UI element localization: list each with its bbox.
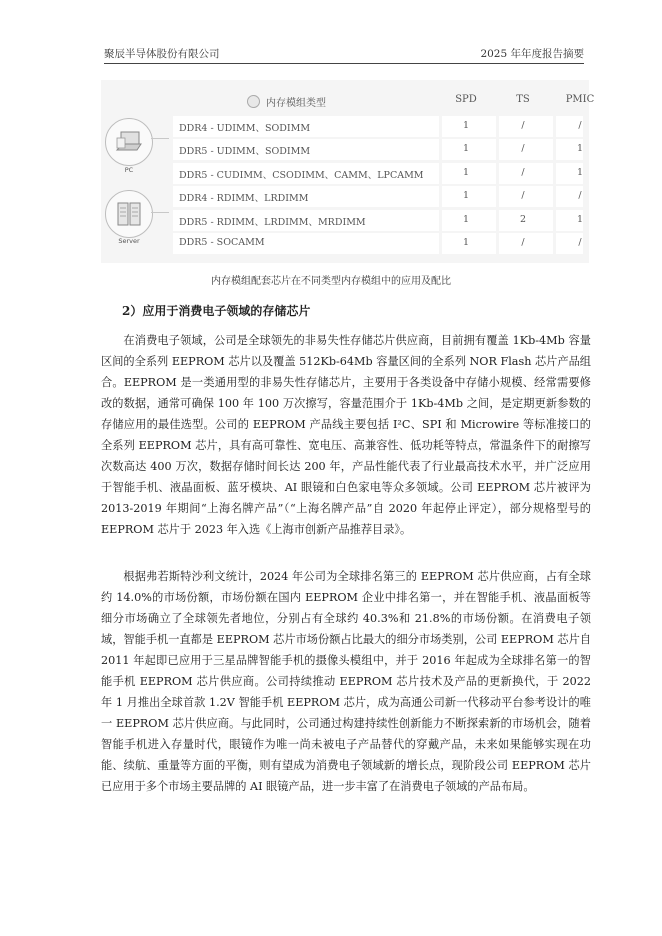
pmic-value: / — [578, 120, 582, 131]
page-header — [104, 46, 584, 62]
ts-value: / — [521, 166, 525, 178]
module-type: DDR5 - UDIMM、SODIMM — [179, 146, 311, 158]
ts-value: / — [521, 236, 525, 248]
module-type: DDR5 - RDIMM、LRDIMM、MRDIMM — [179, 216, 366, 228]
pc-connector — [151, 138, 169, 139]
spd-value: 1 — [462, 166, 470, 178]
ts-value: / — [521, 190, 525, 202]
table-title — [247, 94, 326, 109]
spd-value: 1 — [462, 213, 470, 225]
table-row — [173, 116, 583, 137]
column-header-spd: SPD — [455, 94, 477, 105]
device-icons — [101, 80, 163, 263]
table-row — [173, 210, 583, 231]
server-icon — [105, 190, 153, 238]
pc-icon — [105, 118, 153, 166]
pmic-value: / — [578, 236, 582, 248]
ts-value: / — [521, 143, 525, 155]
body-paragraph: 在消费电子领域，公司是全球领先的非易失性存储芯片供应商，目前拥有覆盖 1Kb-4Mb 容量区间的全系列 EEPROM 芯片以及覆盖 512Kb-64Mb 容量区间的全系列 NOR Flash 芯片产品组合。EEPROM 是一类通用型的非易失性存储芯片，主要用于各类设备中存储小规模、经常需要修改的数据，通常可确保 100 年 100 万次擦写，容量范围介于 1Kb-4Mb 之间，是定期更新参数的存储应用的最佳选型。公司的 EEPROM 产品线主要包括 I²C、SPI 和 Microwire 等标准接口的全系列 EEPROM 芯片，具有高可靠性、宽电压、高兼容性、低功耗等特点，常温条件下的耐擦写次数高达 400 万次，数据存储时间长达 200 年，产品性能代表了行业最高技术水平，并广泛应用于智能手机、液晶面板、蓝牙模块、AI 眼镜和白色家电等众多领域。公司 EEPROM 芯片被评为 2013-2019 年期间“上海名牌产品”（“上海名牌产品”自 2020 年起停止评定），部分规格型号的 EEPROM 芯片于 2023 年入选《上海市创新产品推荐目录》。 — [101, 334, 591, 536]
header-divider — [104, 63, 584, 64]
module-type: DDR4 - UDIMM、SODIMM — [179, 123, 311, 134]
module-type: DDR5 - SOCAMM — [179, 236, 265, 248]
section-heading: 2）应用于消费电子领域的存储芯片 — [122, 304, 311, 318]
pmic-value: 1 — [576, 143, 584, 155]
body-paragraph: 根据弗若斯特沙利文统计，2024 年公司为全球排名第三的 EEPROM 芯片供应商，占有全球约 14.0%的市场份额，市场份额在国内 EEPROM 企业中排名第一，并在智能手机、液晶面板等细分市场确立了全球领先者地位，分别占有全球约 40.3%和 21.8%的市场份额。在消费电子领域，智能手机一直都是 EEPROM 芯片市场份额占比最大的细分市场类别，公司 EEPROM 芯片自 2011 年起即已应用于三星品牌智能手机的摄像头模组中，并于 2016 年起成为全球排名第一的智能手机 EEPROM 芯片供应商。公司持续推动 EEPROM 芯片技术及产品的更新换代，于 2022 年 1 月推出全球首款 1.2V 智能手机 EEPROM 芯片，成为高通公司新一代移动平台参考设计的唯一 EEPROM 芯片供应商。与此同时，公司通过构建持续性创新能力不断探索新的市场机会，随着智能手机进入存量时代，眼镜作为唯一尚未被电子产品替代的穿戴产品，未来如果能够实现在功能、续航、重量等方面的平衡，则有望成为消费电子领域新的增长点，现阶段公司 EEPROM 芯片已应用于多个市场主要品牌的 AI 眼镜产品，进一步丰富了在消费电子领域的产品布局。 — [101, 570, 591, 793]
module-type: DDR5 - CUDIMM、CSODIMM、CAMM、LPCAMM — [179, 169, 424, 181]
pmic-value: 1 — [576, 166, 584, 178]
server-connector — [151, 212, 169, 213]
table-header — [173, 90, 595, 112]
table-row — [173, 163, 583, 184]
pmic-value: 1 — [576, 213, 584, 225]
column-header-ts: TS — [516, 94, 530, 105]
spd-value: 1 — [462, 143, 470, 155]
table-row — [173, 186, 583, 207]
spd-value: 1 — [462, 120, 470, 131]
report-title: 2025 年年度报告摘要 — [480, 48, 584, 60]
memory-module-figure — [101, 80, 595, 263]
module-icon — [247, 95, 260, 108]
server-rack-icon — [115, 200, 143, 228]
server-label: Server — [118, 237, 140, 245]
spd-value: 1 — [462, 190, 470, 202]
figure-caption: 内存模组配套芯片在不同类型内存模组中的应用及配比 — [211, 276, 451, 287]
column-header-pmic: PMIC — [565, 94, 595, 105]
pmic-value: / — [578, 190, 582, 202]
table-rows — [173, 116, 583, 256]
module-type: DDR4 - RDIMM、LRDIMM — [179, 193, 309, 205]
ts-value: / — [521, 120, 525, 131]
laptop-icon — [115, 128, 143, 156]
module-table — [173, 90, 595, 248]
table-row — [173, 233, 583, 254]
company-name: 聚辰半导体股份有限公司 — [104, 48, 220, 60]
spd-value: 1 — [462, 236, 470, 248]
table-row — [173, 139, 583, 160]
ts-value: 2 — [519, 213, 527, 225]
table-title-text: 内存模组类型 — [266, 98, 326, 109]
pc-label: PC — [124, 166, 134, 174]
